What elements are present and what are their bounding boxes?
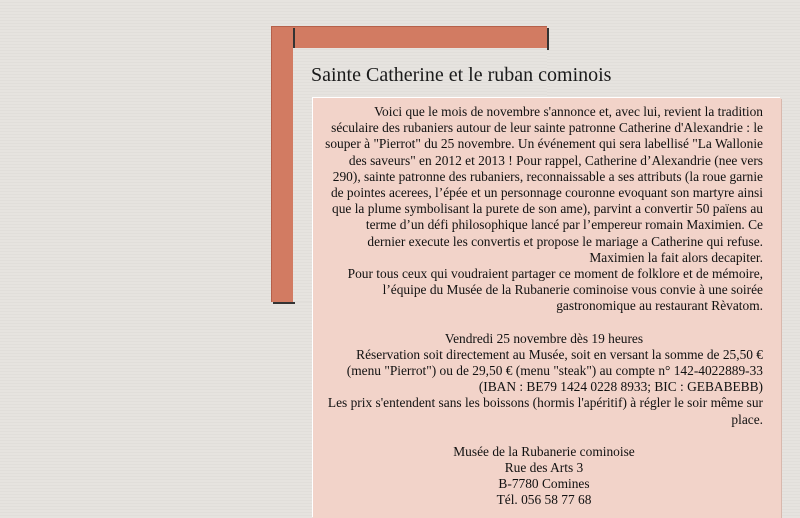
- decorative-frame-top: [271, 26, 547, 48]
- article-panel: [313, 98, 781, 518]
- museum-name: Musée de la Rubanerie cominoise: [453, 443, 635, 459]
- event-date-heading: Vendredi 25 novembre dès 19 heures: [444, 330, 644, 346]
- intro-paragraph: Voici que le mois de novembre s'annonce et, avec lui, revient la tradition séculaire des rubaniers autour de leur sainte patronne Catherine d'Alexandrie : le souper à "Pierrot" du 25 novembre. Un événement qui sera labellisé "La Wallonie des saveurs" en 2012 et 2013 ! Pour rappel, Catherine d’Alexandrie (nee vers 290), sainte patronne des rubaniers, reconnaissable a ses attributs (la roue garnie de pointes acerees, l’épée et un personnage couronne evoquant son martyre ainsi que la plume symbolisant la purete de son ame), parvint a convertir 50 païens au terme d’un défi philosophique lancé par l’empereur romain Maximien. Ce dernier execute les convertis et propose le mariage a Catherine qui refuse. Maximien la fait alors decapiter.: [325, 104, 763, 265]
- address-block: [325, 444, 763, 509]
- decorative-frame-left: [271, 26, 293, 302]
- invitation-paragraph: Pour tous ceux qui voudraient partager ce moment de folklore et de mémoire, l’équipe du Musée de la Rubanerie cominoise vous convie à une soirée gastronomique au restaurant Rèvatom.: [347, 266, 763, 314]
- street-address: Rue des Arts 3: [504, 460, 584, 476]
- city-address: B-7780 Comines: [498, 476, 590, 492]
- phone-number: Tél. 056 58 77 68: [496, 492, 592, 508]
- drinks-note: Les prix s'entendent sans les boissons (hormis l'apéritif) à régler le soir même sur place.: [327, 395, 763, 427]
- page-title: Sainte Catherine et le ruban cominois: [311, 64, 612, 86]
- reservation-info: Réservation soit directement au Musée, soit en versant la somme de 25,50 € (menu "Pierrot") ou de 29,50 € (menu "steak") au compte n° 142-4022889-33 (IBAN : BE79 1424 0228 8933; BIC : GEBABEBB): [346, 346, 763, 395]
